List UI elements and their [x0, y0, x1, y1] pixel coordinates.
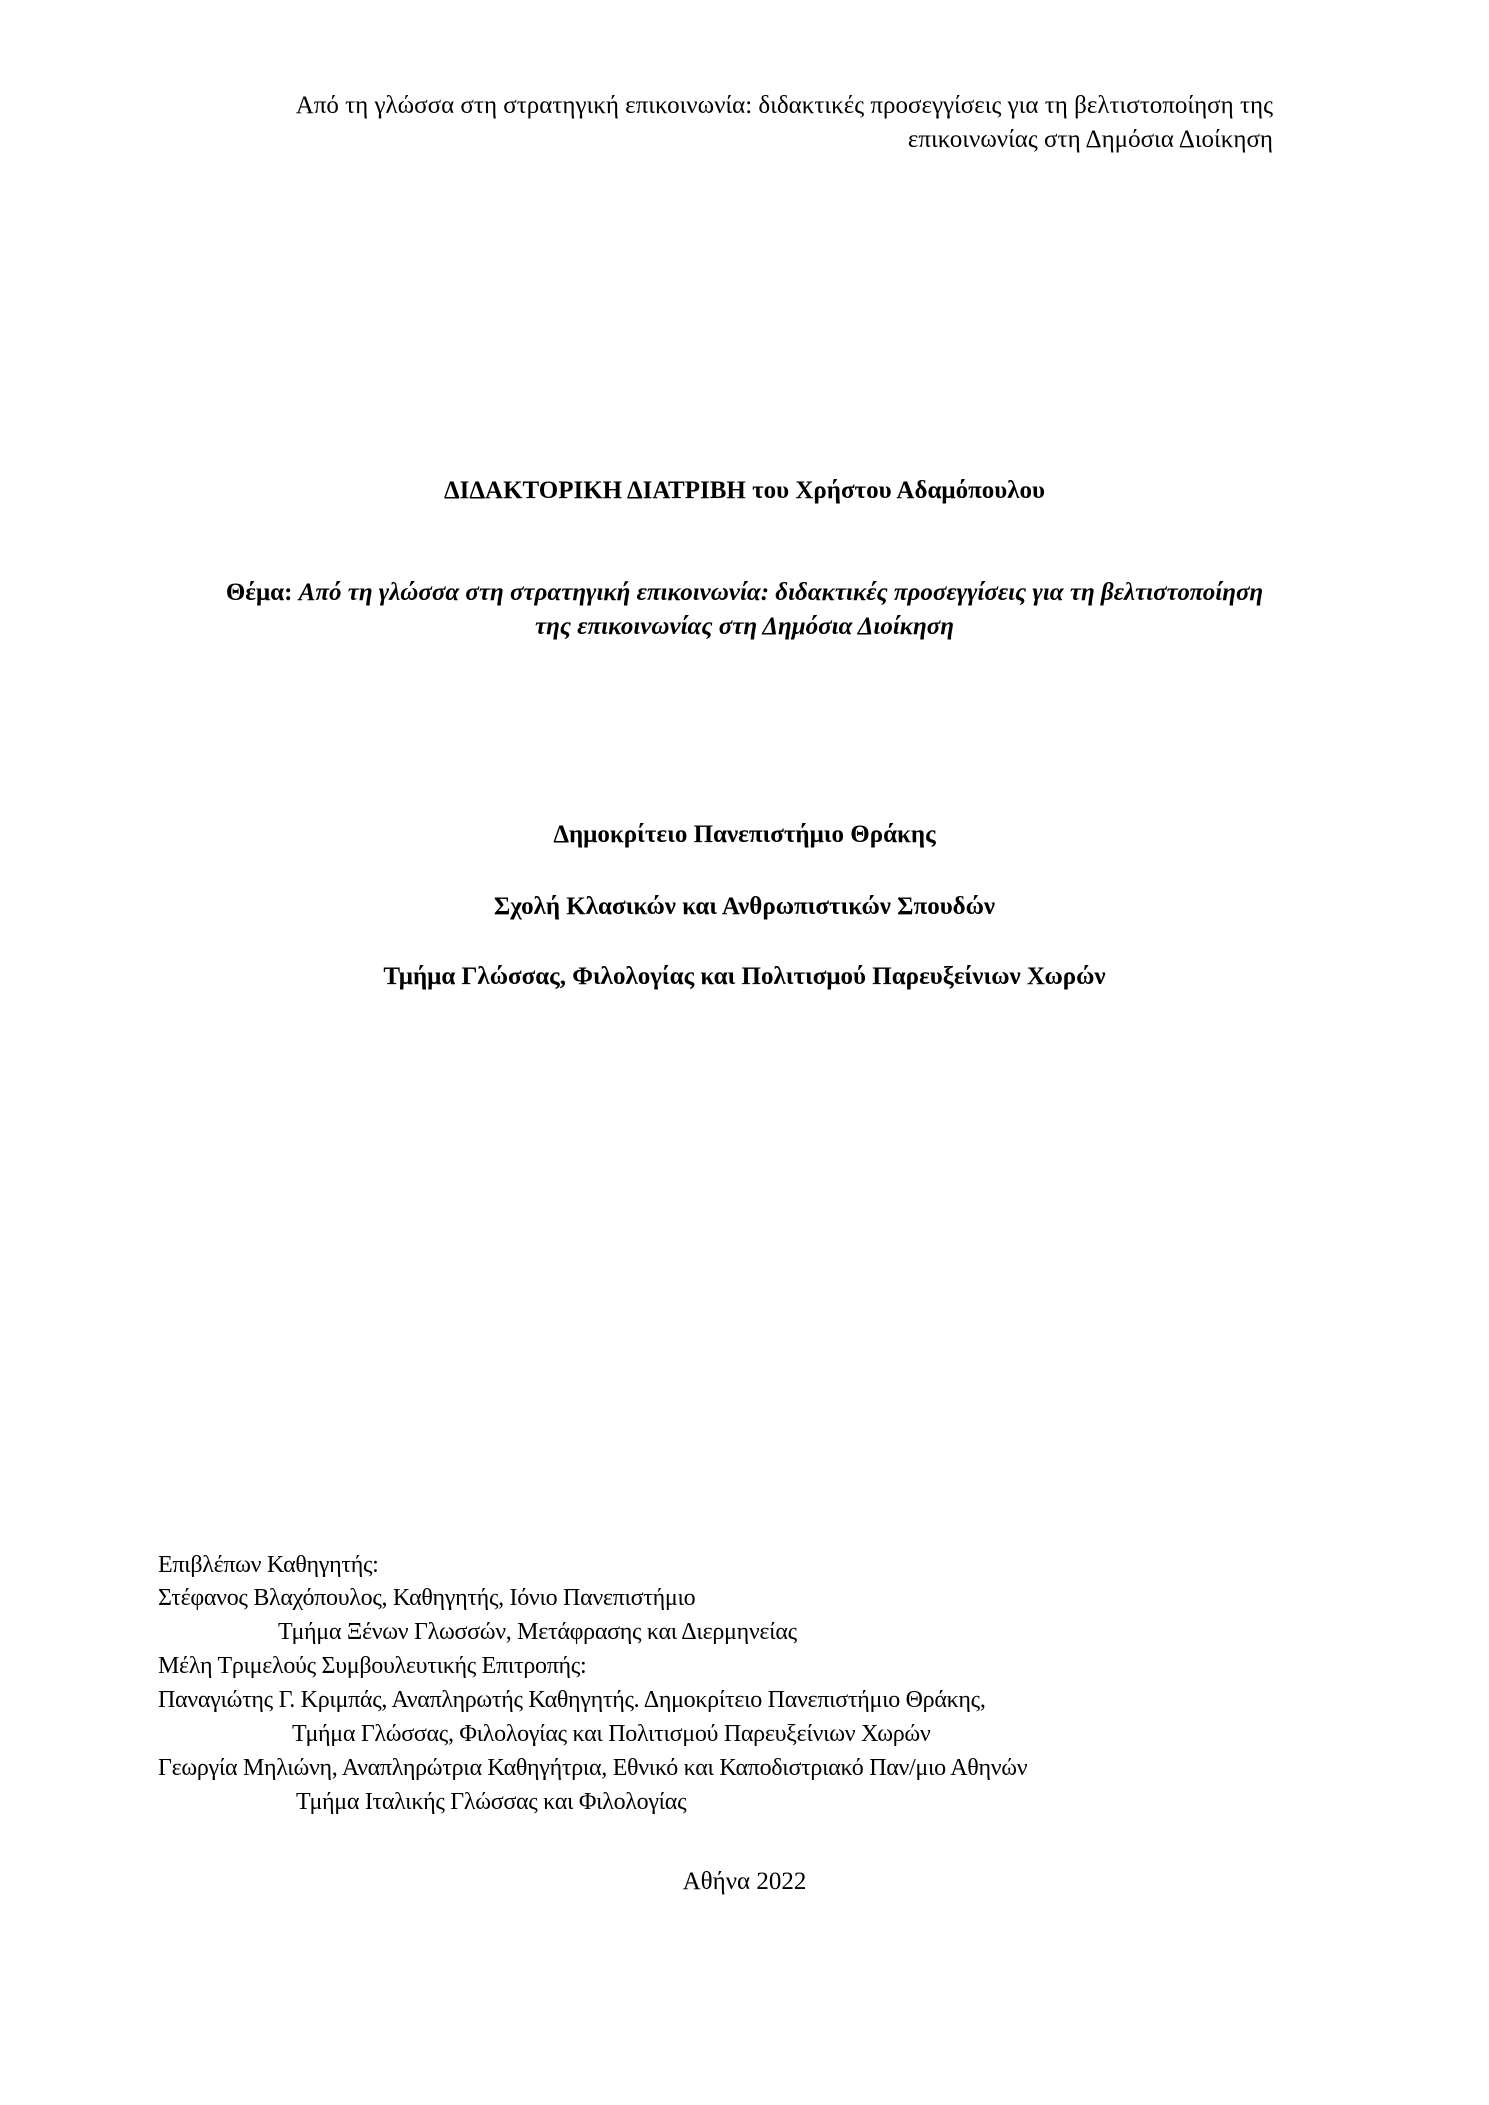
place-and-year: Αθήνα 2022	[682, 1868, 807, 1895]
subject-text-1: Από τη γλώσσα στη στρατηγική επικοινωνία: διδακτικές προσεγγίσεις για τη βελτιστοποίηση	[298, 579, 1264, 606]
committee-member-2-department: Τμήμα Ιταλικής Γλώσσας και Φιλολογίας	[296, 1789, 687, 1815]
school-name: Σχολή Κλασικών και Ανθρωπιστικών Σπουδών	[493, 893, 996, 920]
department-name: Τμήμα Γλώσσας, Φιλολογίας και Πολιτισμού Παρευξείνιων Χωρών	[383, 963, 1106, 990]
subject-line-2	[0, 614, 1489, 639]
committee-members-heading: Μέλη Τριμελούς Συμβουλευτικής Επιτροπής:	[158, 1653, 587, 1679]
supervisor-department: Τμήμα Ξένων Γλωσσών, Μετάφρασης και Διερμηνείας	[278, 1619, 797, 1645]
university-name: Δημοκρίτειο Πανεπιστήμιο Θράκης	[553, 821, 936, 848]
running-header-line-2: επικοινωνίας στη Δημόσια Διοίκηση	[907, 126, 1273, 153]
subject-line-1	[0, 580, 1489, 605]
committee-member-1: Παναγιώτης Γ. Κριμπάς, Αναπληρωτής Καθηγητής. Δημοκρίτειο Πανεπιστήμιο Θράκης,	[158, 1687, 986, 1713]
supervisor-name: Στέφανος Βλαχόπουλος, Καθηγητής, Ιόνιο Πανεπιστήμιο	[158, 1585, 696, 1611]
thesis-title: ΔΙΔΑΚΤΟΡΙΚΗ ΔΙΑΤΡΙΒΗ του Χρήστου Αδαμόπουλου	[443, 477, 1045, 504]
committee-member-2: Γεωργία Μηλιώνη, Αναπληρώτρια Καθηγήτρια, Εθνικό και Καποδιστριακό Παν/μιο Αθηνών	[158, 1755, 1028, 1781]
committee-member-1-department: Τμήμα Γλώσσας, Φιλολογίας και Πολιτισμού Παρευξείνιων Χωρών	[292, 1721, 931, 1747]
subject-label: Θέμα:	[225, 579, 293, 606]
running-header-line-1: Από τη γλώσσα στη στρατηγική επικοινωνία: διδακτικές προσεγγίσεις για τη βελτιστοποίηση της	[295, 92, 1273, 119]
subject-text-2: της επικοινωνίας στη Δημόσια Διοίκηση	[535, 613, 954, 640]
supervisor-heading: Επιβλέπων Καθηγητής:	[158, 1552, 379, 1578]
